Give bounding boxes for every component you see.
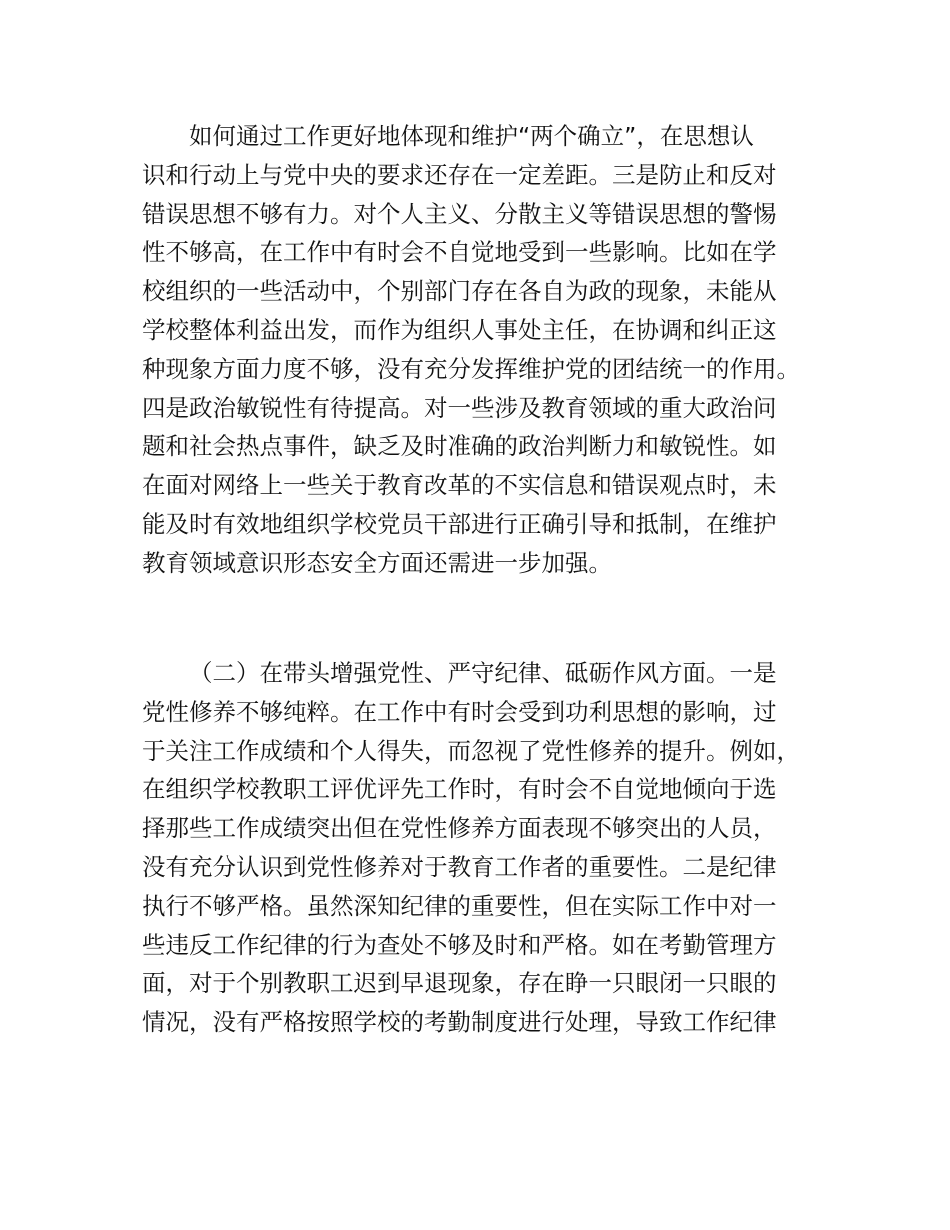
text-line: 题和社会热点事件，缺乏及时准确的政治判断力和敏锐性。如 <box>142 432 777 461</box>
text-line: 四是政治敏锐性有待提高。对一些涉及教育领域的重大政治问 <box>142 393 777 422</box>
text-line: 如何通过工作更好地体现和维护“两个确立”，在思想认 <box>189 122 754 150</box>
text-line: 校组织的一些活动中，个别部门存在各自为政的现象，未能从 <box>142 277 777 306</box>
text-line: 些违反工作纪律的行为查处不够及时和严格。如在考勤管理方 <box>142 930 777 959</box>
text-line: （二）在带头增强党性、严守纪律、砥砺作风方面。一是 <box>189 659 777 687</box>
text-line: 择那些工作成绩突出但在党性修养方面表现不够突出的人员， <box>142 814 777 843</box>
text-line: 错误思想不够有力。对个人主义、分散主义等错误思想的警惕 <box>142 199 777 228</box>
text-line: 执行不够严格。虽然深知纪律的重要性，但在实际工作中对一 <box>142 891 777 920</box>
text-line: 教育领域意识形态安全方面还需进一步加强。 <box>142 548 612 577</box>
text-line: 于关注工作成绩和个人得失，而忽视了党性修养的提升。例如， <box>142 736 800 765</box>
text-line: 没有充分认识到党性修养对于教育工作者的重要性。二是纪律 <box>142 852 777 881</box>
text-line: 在组织学校教职工评优评先工作时，有时会不自觉地倾向于选 <box>142 775 777 804</box>
paragraph-party-discipline <box>142 654 822 1042</box>
text-line: 性不够高，在工作中有时会不自觉地受到一些影响。比如在学 <box>142 238 777 267</box>
paragraph-political-issues <box>142 117 822 583</box>
text-line: 党性修养不够纯粹。在工作中有时会受到功利思想的影响，过 <box>142 697 777 726</box>
text-line: 能及时有效地组织学校党员干部进行正确引导和抵制，在维护 <box>142 509 777 538</box>
text-line: 情况，没有严格按照学校的考勤制度进行处理，导致工作纪律 <box>142 1008 777 1037</box>
text-line: 面，对于个别教职工迟到早退现象，存在睁一只眼闭一只眼的 <box>142 969 777 998</box>
text-line: 种现象方面力度不够，没有充分发挥维护党的团结统一的作用。 <box>142 354 800 383</box>
text-line: 识和行动上与党中央的要求还存在一定差距。三是防止和反对 <box>142 160 777 189</box>
text-line: 学校整体利益出发，而作为组织人事处主任，在协调和纠正这 <box>142 315 777 344</box>
text-line: 在面对网络上一些关于教育改革的不实信息和错误观点时，未 <box>142 471 777 500</box>
